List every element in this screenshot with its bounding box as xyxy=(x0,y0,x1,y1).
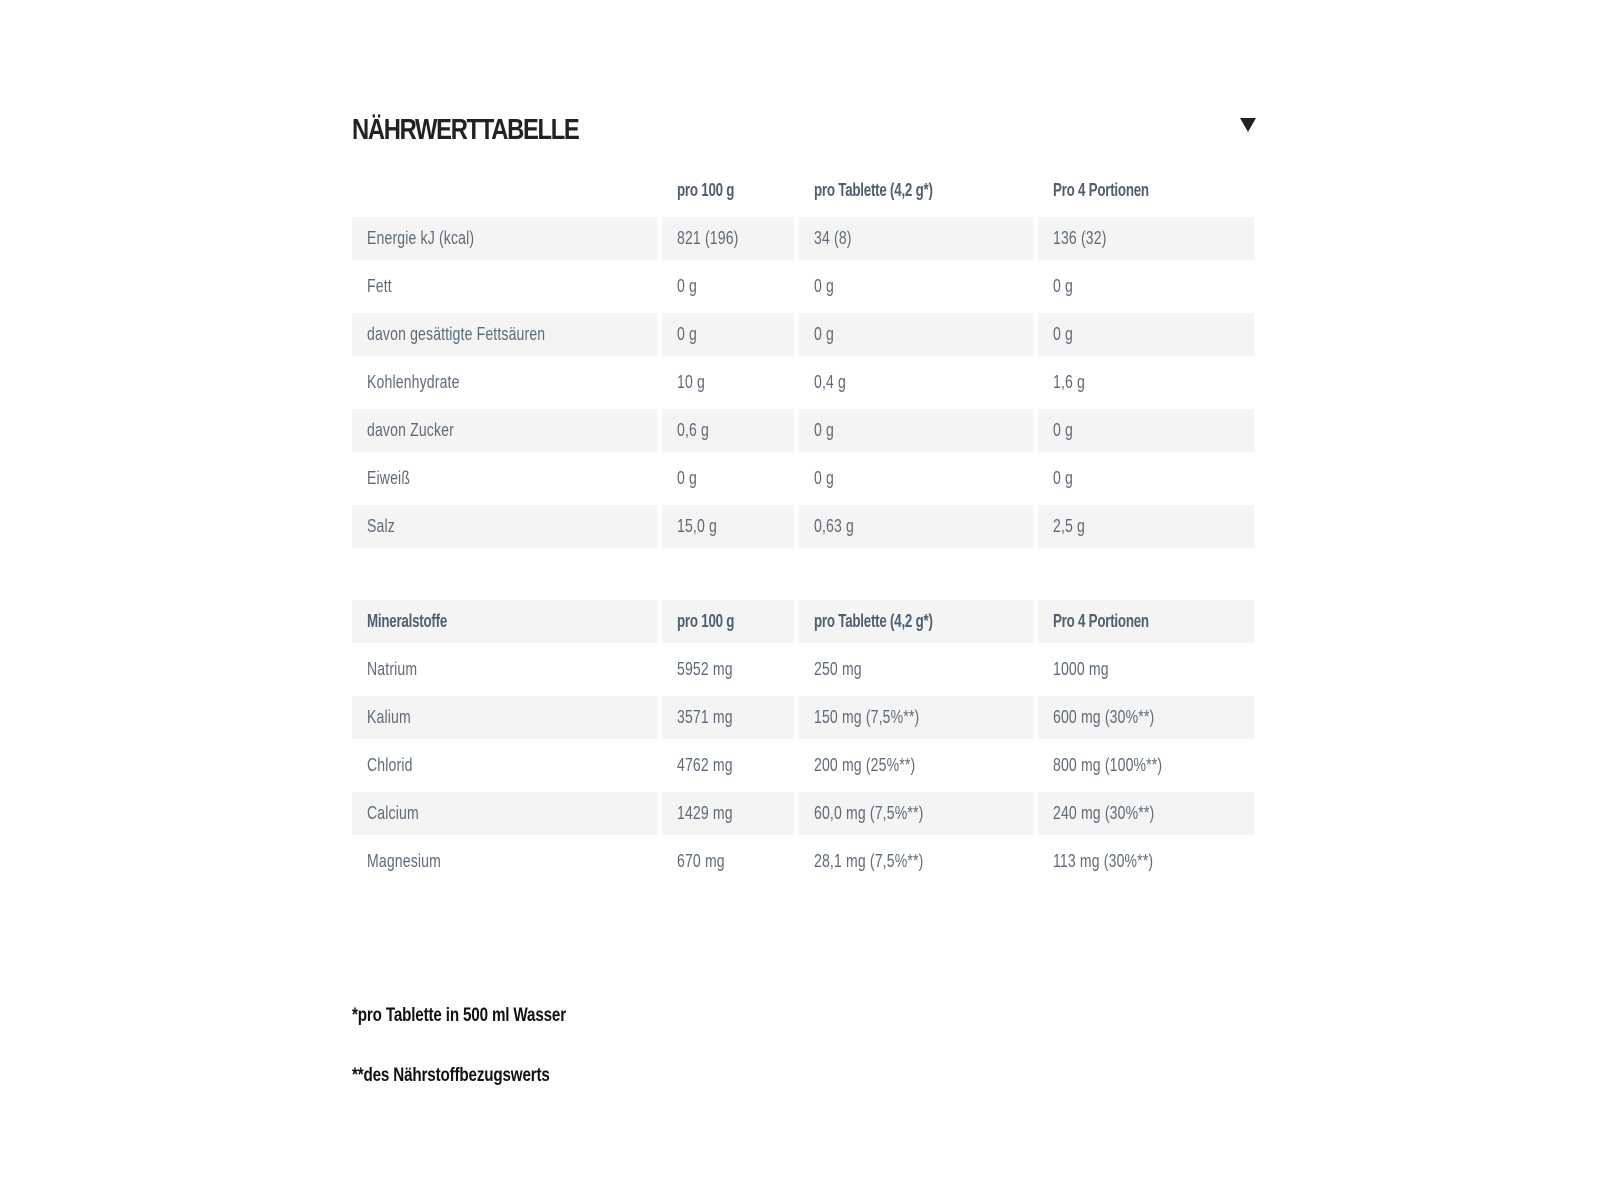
table-row xyxy=(352,409,1254,452)
table-cell: 4762 mg xyxy=(676,755,733,775)
table-row xyxy=(352,313,1254,356)
table-cell: 34 (8) xyxy=(799,217,1032,260)
table-row xyxy=(352,648,1254,691)
table-cell: 0 g xyxy=(799,409,1032,452)
row-label: Chlorid xyxy=(367,755,413,775)
table-cell: 250 mg xyxy=(814,659,863,679)
footnotes xyxy=(352,1005,952,1125)
column-header: pro Tablette (4,2 g*) xyxy=(799,600,1032,643)
table-cell: 10 g xyxy=(676,372,705,392)
table-cell: 2,5 g xyxy=(1038,505,1254,548)
table-cell: 150 mg (7,5%**) xyxy=(799,696,1032,739)
column-header: Pro 4 Portionen xyxy=(1038,600,1254,643)
table-row xyxy=(352,457,1254,500)
row-label: Natrium xyxy=(367,659,418,679)
column-header: Mineralstoffe xyxy=(352,600,657,643)
table-cell: 670 mg xyxy=(676,851,725,871)
column-header: pro 100 g xyxy=(676,180,734,200)
triangle-down-icon[interactable] xyxy=(1240,118,1256,132)
table-cell: 0 g xyxy=(799,313,1032,356)
table-cell: 600 mg (30%**) xyxy=(1038,696,1254,739)
table-cell: 240 mg (30%**) xyxy=(1038,792,1254,835)
minerals-table xyxy=(347,595,1259,888)
row-label: Calcium xyxy=(352,792,657,835)
table-row xyxy=(352,744,1254,787)
footnote-reference-value: **des Nährstoffbezugswerts xyxy=(352,1065,550,1086)
table-cell: 0 g xyxy=(662,313,795,356)
table-row xyxy=(352,840,1254,883)
section-title: NÄHRWERTTABELLE xyxy=(352,114,579,146)
footnote-tablet: *pro Tablette in 500 ml Wasser xyxy=(352,1005,566,1026)
row-label: Eiweiß xyxy=(367,468,411,488)
table-cell: 1,6 g xyxy=(1052,372,1085,392)
row-label: davon gesättigte Fettsäuren xyxy=(352,313,657,356)
table-spacer xyxy=(352,553,1254,595)
table-cell: 1429 mg xyxy=(662,792,795,835)
row-label: Kalium xyxy=(352,696,657,739)
table-cell: 15,0 g xyxy=(662,505,795,548)
table-cell: 5952 mg xyxy=(676,659,733,679)
table-row xyxy=(352,361,1254,404)
column-header: pro Tablette (4,2 g*) xyxy=(814,180,934,200)
column-header xyxy=(352,169,657,212)
nutrition-section xyxy=(352,100,1254,888)
table-cell: 200 mg (25%**) xyxy=(814,755,916,775)
table-header-row xyxy=(352,169,1254,212)
table-row xyxy=(352,217,1254,260)
row-label: Kohlenhydrate xyxy=(367,372,460,392)
table-row xyxy=(352,265,1254,308)
row-label: Fett xyxy=(367,276,392,296)
table-cell: 0 g xyxy=(1038,409,1254,452)
table-header-row xyxy=(352,600,1254,643)
column-header: Pro 4 Portionen xyxy=(1052,180,1149,200)
table-cell: 136 (32) xyxy=(1038,217,1254,260)
row-label: davon Zucker xyxy=(352,409,657,452)
table-cell: 0,4 g xyxy=(814,372,847,392)
table-cell: 60,0 mg (7,5%**) xyxy=(799,792,1032,835)
table-row xyxy=(352,505,1254,548)
table-cell: 0 g xyxy=(814,276,835,296)
table-cell: 113 mg (30%**) xyxy=(1052,851,1154,871)
table-cell: 28,1 mg (7,5%**) xyxy=(814,851,924,871)
table-cell: 3571 mg xyxy=(662,696,795,739)
row-label: Energie kJ (kcal) xyxy=(352,217,657,260)
table-cell: 0,6 g xyxy=(662,409,795,452)
table-cell: 821 (196) xyxy=(662,217,795,260)
nutrition-table xyxy=(347,164,1259,553)
table-row xyxy=(352,792,1254,835)
table-cell: 0 g xyxy=(676,468,697,488)
row-label: Salz xyxy=(352,505,657,548)
table-cell: 0 g xyxy=(1052,468,1073,488)
table-cell: 0 g xyxy=(1052,276,1073,296)
table-cell: 0 g xyxy=(676,276,697,296)
table-cell: 800 mg (100%**) xyxy=(1052,755,1163,775)
row-label: Magnesium xyxy=(367,851,441,871)
column-header: pro 100 g xyxy=(662,600,795,643)
table-cell: 0 g xyxy=(1038,313,1254,356)
section-header[interactable] xyxy=(352,100,1254,164)
table-row xyxy=(352,696,1254,739)
table-cell: 0 g xyxy=(814,468,835,488)
table-cell: 1000 mg xyxy=(1052,659,1109,679)
table-cell: 0,63 g xyxy=(799,505,1032,548)
